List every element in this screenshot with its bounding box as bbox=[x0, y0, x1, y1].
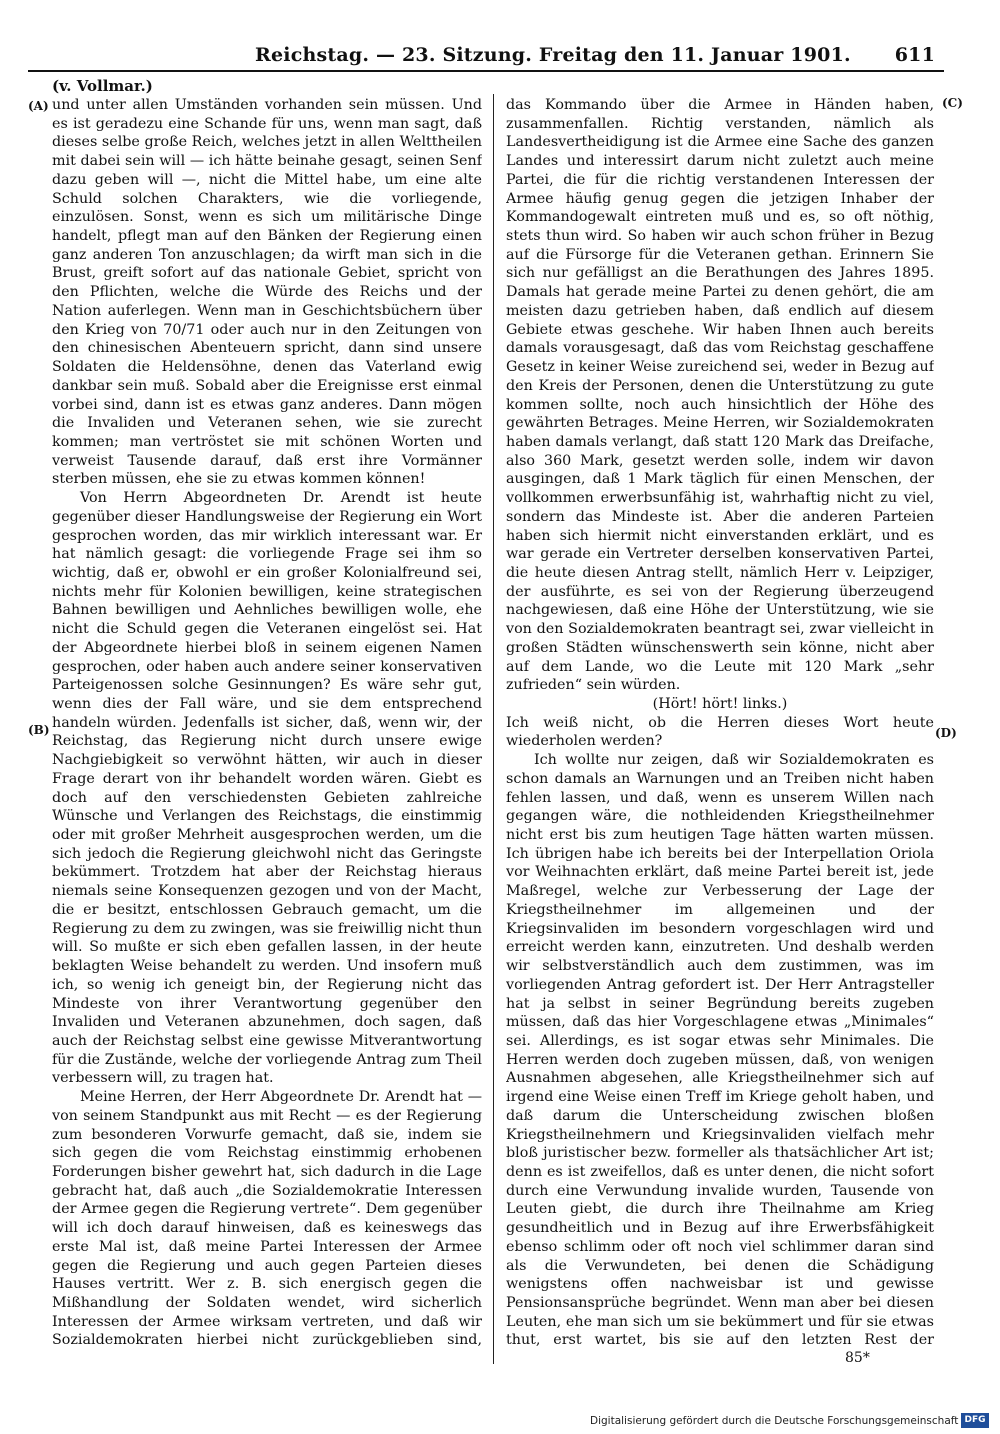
margin-mark-d: (D) bbox=[935, 726, 957, 740]
paragraph: Von Herrn Abgeordneten Dr. Arendt ist heute gegenüber dieser Handlungsweise der Regierung ein Wort gesprochen worden, das mir wirklich interessant war. Er hat nämlich gesagt: die vorliegende Frage sei ihm so wichtig, daß er, obwohl er ein großer Kolonialfreund sei, nichts mehr für Kolonien bewilligen, keine strategischen Bahnen bewilligen und Aehnliches bewilligen wolle, ehe nicht die Schuld gegen die Veteranen eingelöst sei. Hat der Abgeordnete hierbei bloß in seinem eigenen Namen gesprochen, oder haben auch andere seiner konservativen Parteigenossen solche Gesinnungen? Es wäre sehr gut, wenn dies der Fall wäre, und sie dem entsprechend handeln würden. Jedenfalls ist sicher, daß, wenn wir, der Reichstag, das Regierung nicht durch unsere ewige Nachgiebigkeit so verwöhnt hätten, wir auch in dieser Frage derart von ihr behandelt worden wären. Giebt es doch auf den verschiedensten Gebieten zahlreiche Wünsche und Verlangen des Reichstags, die einstimmig oder mit großer Mehrheit ausgesprochen werden, um die sich jedoch die Regierung gleichwohl nicht das Geringste bekümmert. Trotzdem hat aber der Reichstag hieraus niemals seine Konsequenzen gezogen und von der Macht, die er besitzt, entschlossen Gebrauch gemacht, um die Regierung zu dem zu zwingen, was sie freiwillig nicht thun will. So mußte er sich eben gefallen lassen, in der heute beklagten Weise behandelt zu werden. Und insofern muß ich, so wenig ich geneigt bin, der Regierung nicht das Mindeste von ihrer Verantwortung gegenüber den Invaliden und Veteranen abzunehmen, doch sagen, daß auch der Reichstag selbst eine gewisse Mitverantwortung für die Zustände, welche der vorliegende Antrag zum Theil verbessern will, zu tragen hat. bbox=[52, 490, 482, 1087]
paragraph: Ich wollte nur zeigen, daß wir Sozialdemokraten es schon damals an Warnungen und an Treiben nicht haben fehlen lassen, und daß, wenn es unserem Willen nach gegangen wäre, die nothleidenden Kriegstheilnehmer nicht erst bis zum heutigen Tage hätten warten müssen. Ich übrigen habe ich bereits bei der Interpellation Oriola vor Weihnachten erklärt, daß meine Partei bereit ist, jede Maßregel, welche zur Verbesserung der Lage der Kriegstheilnehmer im allgemeinen und der Kriegsinvaliden im besondern vorgeschlagen wird und erreicht werden kann, einzutreten. Und deshalb werden wir selbstverständlich auch dem zustimmen, was im vorliegenden Antrag gefordert ist. Der Herr Antragsteller hat ja selbst in seiner Begründung bereits zugeben müssen, daß das hier Vorgeschlagene etwas „Minimales“ sei. Allerdings, es ist sogar etwas sehr Minimales. Die Herren werden doch zugeben müssen, daß, von wenigen Ausnahmen abgesehen, alle Kriegstheilnehmer sich auf irgend eine Weise einen Treff im Kriege geholt haben, und daß darum die Unterscheidung zwischen bloßen Kriegstheilnehmern und Kriegsinvaliden vielfach mehr bloß juristischer bezw. formeller als thatsächlicher Art ist; denn es ist zweifellos, daß es unter denen, die nicht sofort durch eine Verwundung invalide wurden, Tausende von Leuten giebt, die durch ihre Theilnahme am Krieg gesundheitlich und in Bezug auf ihre Erwerbsfähigkeit ebenso schlimm oder oft noch viel schlimmer daran sind als die Verwundeten, bei denen die Schädigung wenigstens offen nachweisbar ist und gewisse Pensionsansprüche begründet. Wenn man aber bei diesen Leuten, ehe man sich um sie bekümmert und für sie etwas thut, erst wartet, bis sie auf den letzten Rest der bbox=[506, 752, 934, 1349]
dfg-logo: DFG bbox=[961, 1413, 989, 1428]
page-number: 611 bbox=[894, 44, 935, 66]
speaker-label: (v. Vollmar.) bbox=[52, 77, 153, 95]
margin-mark-a: (A) bbox=[28, 99, 49, 113]
page-header bbox=[255, 44, 935, 70]
paragraph: und unter allen Umständen vorhanden sein müssen. Und es ist geradezu eine Schande für uns, wenn man sagt, daß dieses selbe große Reich, welches jetzt in allen Welttheilen mit dabei sein will — ich hätte beinahe gesagt, seinen Senf dazu geben will —, nicht die Mittel habe, um eine alte Schuld solchen Charakters, wie die vorliegende, einzulösen. Sonst, wenn es sich um militärische Dinge handelt, pflegt man auf den Bänken der Regierung einen ganz anderen Ton anzuschlagen; da wirft man sich in die Brust, greift sofort auf das nationale Gebiet, spricht von den Pflichten, welche die Würde des Reichs und der Nation auferlegen. Wenn man in Geschichtsbüchern über den Krieg von 70/71 oder auch nur in den Zeitungen von den chinesischen Abenteuern spricht, dann sind unsere Soldaten die Heldensöhne, denen das Vaterland ewig dankbar sein muß. Sobald aber die Ereignisse erst einmal vorbei sind, dann ist es etwas ganz anderes. Dann mögen die Invaliden und Veteranen sehen, wie sie zurecht kommen; man vertröstet sie mit schönen Worten und verweist Tausende darauf, daß erst ihre Vormänner sterben müssen, ehe sie zu etwas kommen können! bbox=[52, 97, 482, 488]
column-divider bbox=[493, 94, 494, 1364]
margin-mark-b: (B) bbox=[28, 723, 50, 737]
margin-mark-c: (C) bbox=[942, 96, 963, 110]
signature-mark: 85* bbox=[845, 1350, 870, 1366]
right-column bbox=[506, 96, 934, 1352]
paragraph: Ich weiß nicht, ob die Herren dieses Wort heute wiederholen werden? bbox=[506, 714, 934, 750]
header-rule bbox=[28, 70, 944, 72]
page-title: Reichstag. — 23. Sitzung. Freitag den 11. Januar 1901. bbox=[255, 44, 851, 66]
left-column bbox=[52, 96, 482, 1352]
paragraph: Meine Herren, der Herr Abgeordnete Dr. Arendt hat — von seinem Standpunkt aus mit Recht — es der Regierung zum besonderen Vorwurfe gemacht, daß sie, indem sie sich gegen die vom Reichstag einstimmig erhobenen Forderungen bisher gewehrt hat, sich dadurch in die Lage gebracht hat, daß auch „die Sozialdemokratie Interessen der Armee gegen die Regierung vertrete“. Dem gegenüber will ich doch darauf hinweisen, daß es keineswegs das erste Mal ist, daß meine Partei Interessen der Armee gegen die Regierung und auch gegen Parteien dieses Hauses vertritt. Wer z. B. sich energisch gegen die Mißhandlung der Soldaten wendet, wird sicherlich Interessen der Armee wirksam vertreten, und daß wir Sozialdemokraten hierbei nicht zurückgeblieben sind, bbox=[52, 1089, 482, 1349]
paragraph: das Kommando über die Armee in Händen haben, zusammenfallen. Richtig verstanden, nämlich als Landesvertheidigung ist die Armee eine Sache des ganzen Landes und interessirt darum nicht zuletzt auch meine Partei, die für die richtig verstandenen Interessen der Armee häufig genug gegen die jetzigen Inhaber der Kommandogewalt eintreten muß und es, so oft nöthig, stets thun wird. So haben wir auch schon früher in Bezug auf die Fürsorge für die Veteranen gethan. Erinnern Sie sich nur gefälligst an die Berathungen des Jahres 1895. Damals hat gerade meine Partei zu denen gehört, die am meisten dazu getrieben haben, daß endlich auf diesem Gebiete etwas geschehe. Wir haben Ihnen auch bereits damals vorausgesagt, daß das vom Reichstag geschaffene Gesetz in keiner Weise zureichend sei, weder in Bezug auf den Kreis der Personen, denen die Unterstützung zu gute kommen sollte, noch auch hinsichtlich der Höhe des gewährten Betrages. Meine Herren, wir Sozialdemokraten haben damals verlangt, daß statt 120 Mark das Dreifache, also 360 Mark, gesetzt werden solle, indem wir davon ausgingen, daß 1 Mark täglich für einen Menschen, der vollkommen erwerbsunfähig ist, wahrhaftig nicht zu viel, sondern das Mindeste ist. Aber die anderen Parteien haben sich hiermit nicht einverstanden erklärt, und es war gerade ein Vertreter derselben konservativen Partei, die heute diesen Antrag stellt, nämlich Herr v. Leipziger, der ausführte, es sei von der Regierung überzeugend nachgewiesen, daß eine Höhe der Unterstützung, wie sie von den Sozialdemokraten beantragt sei, zwar vielleicht in großen Städten wünschenswerth sein könne, nicht aber auf dem Lande, wo die Leute mit 120 Mark „sehr zufrieden“ sein würden. bbox=[506, 97, 934, 694]
footer-credit: Digitalisierung gefördert durch die Deutsche Forschungsgemeinschaft bbox=[590, 1415, 959, 1427]
interjection: (Hört! hört! links.) bbox=[652, 696, 788, 712]
